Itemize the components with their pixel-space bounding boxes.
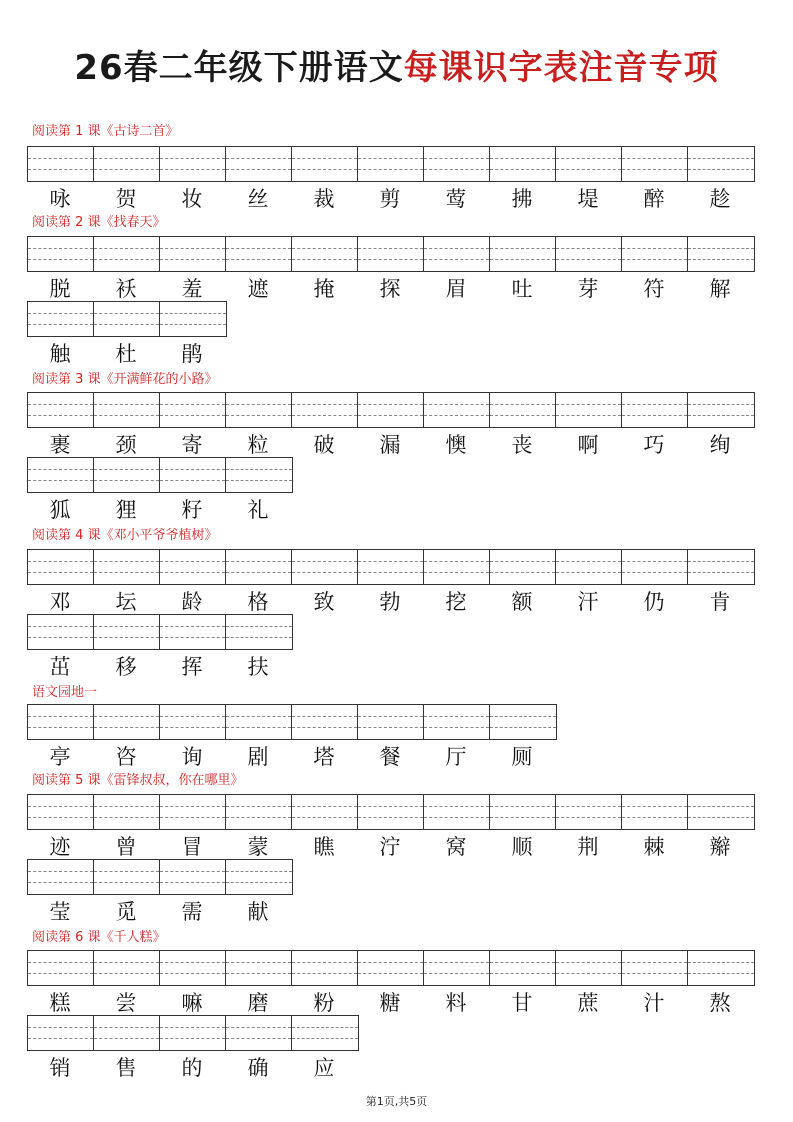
pinyin-writing-cell[interactable] (160, 393, 226, 427)
pinyin-grid-row (27, 236, 755, 272)
pinyin-grid-row (27, 794, 755, 830)
pinyin-writing-cell[interactable] (160, 302, 226, 336)
hanzi-character: 料 (445, 991, 467, 1015)
pinyin-writing-cell[interactable] (28, 458, 94, 492)
hanzi-character: 坛 (115, 590, 137, 614)
hanzi-character: 趁 (709, 187, 731, 211)
pinyin-writing-cell[interactable] (358, 237, 424, 271)
pinyin-writing-cell[interactable] (28, 550, 94, 584)
pinyin-writing-cell[interactable] (358, 550, 424, 584)
hanzi-character: 曾 (115, 835, 137, 859)
hanzi-character: 塔 (313, 745, 335, 769)
character-row (27, 1053, 357, 1083)
pinyin-grid-row (27, 392, 755, 428)
pinyin-writing-cell[interactable] (358, 795, 424, 829)
pinyin-grid-row (27, 301, 227, 337)
pinyin-writing-cell[interactable] (94, 795, 160, 829)
hanzi-character: 遮 (247, 277, 269, 301)
pinyin-grid-row (27, 146, 755, 182)
pinyin-writing-cell[interactable] (622, 147, 688, 181)
character-row (27, 587, 753, 617)
pinyin-writing-cell[interactable] (94, 705, 160, 739)
hanzi-character: 的 (181, 1056, 203, 1080)
pinyin-writing-cell[interactable] (490, 237, 556, 271)
hanzi-character: 堤 (577, 187, 599, 211)
hanzi-character: 狐 (49, 498, 71, 522)
pinyin-writing-cell[interactable] (160, 1016, 226, 1050)
pinyin-writing-cell[interactable] (226, 1016, 292, 1050)
pinyin-writing-cell[interactable] (424, 393, 490, 427)
hanzi-character: 额 (511, 590, 533, 614)
hanzi-character: 漏 (379, 433, 401, 457)
lesson-title: 阅读第 6 课《千人糕》 (32, 930, 166, 945)
pinyin-writing-cell[interactable] (160, 458, 226, 492)
pinyin-grid-row (27, 614, 293, 650)
pinyin-writing-cell[interactable] (94, 393, 160, 427)
pinyin-writing-cell[interactable] (160, 951, 226, 985)
pinyin-writing-cell[interactable] (490, 393, 556, 427)
hanzi-character: 礼 (247, 498, 269, 522)
pinyin-writing-cell[interactable] (28, 860, 94, 894)
hanzi-character: 茁 (49, 655, 71, 679)
hanzi-character: 移 (115, 655, 137, 679)
pinyin-writing-cell[interactable] (28, 393, 94, 427)
hanzi-character: 寄 (181, 433, 203, 457)
hanzi-character: 棘 (643, 835, 665, 859)
pinyin-writing-cell[interactable] (94, 237, 160, 271)
hanzi-character: 扶 (247, 655, 269, 679)
hanzi-character: 确 (247, 1056, 269, 1080)
pinyin-writing-cell[interactable] (292, 237, 358, 271)
hanzi-character: 杜 (115, 342, 137, 366)
character-row (27, 742, 555, 772)
pinyin-writing-cell[interactable] (688, 550, 754, 584)
pinyin-writing-cell[interactable] (622, 951, 688, 985)
character-row (27, 339, 225, 369)
hanzi-character: 脱 (49, 277, 71, 301)
hanzi-character: 颈 (115, 433, 137, 457)
pinyin-writing-cell[interactable] (688, 795, 754, 829)
character-row (27, 495, 291, 525)
hanzi-character: 格 (247, 590, 269, 614)
hanzi-character: 醉 (643, 187, 665, 211)
pinyin-writing-cell[interactable] (688, 147, 754, 181)
hanzi-character: 勃 (379, 590, 401, 614)
pinyin-writing-cell[interactable] (292, 951, 358, 985)
hanzi-character: 探 (379, 277, 401, 301)
pinyin-writing-cell[interactable] (556, 393, 622, 427)
hanzi-character: 厕 (511, 745, 533, 769)
character-row (27, 988, 753, 1018)
pinyin-writing-cell[interactable] (622, 795, 688, 829)
hanzi-character: 触 (49, 342, 71, 366)
hanzi-character: 汗 (577, 590, 599, 614)
hanzi-character: 巧 (643, 433, 665, 457)
pinyin-writing-cell[interactable] (160, 237, 226, 271)
pinyin-writing-cell[interactable] (292, 393, 358, 427)
pinyin-writing-cell[interactable] (358, 147, 424, 181)
pinyin-writing-cell[interactable] (556, 237, 622, 271)
pinyin-writing-cell[interactable] (28, 147, 94, 181)
page-title (0, 44, 793, 92)
hanzi-character: 瞧 (313, 835, 335, 859)
hanzi-character: 咨 (115, 745, 137, 769)
hanzi-character: 挖 (445, 590, 467, 614)
hanzi-character: 挥 (181, 655, 203, 679)
character-row (27, 897, 291, 927)
pinyin-writing-cell[interactable] (424, 237, 490, 271)
hanzi-character: 尝 (115, 991, 137, 1015)
pinyin-writing-cell[interactable] (94, 550, 160, 584)
pinyin-writing-cell[interactable] (94, 1016, 160, 1050)
pinyin-writing-cell[interactable] (292, 550, 358, 584)
character-row (27, 652, 291, 682)
pinyin-writing-cell[interactable] (226, 795, 292, 829)
pinyin-writing-cell[interactable] (28, 951, 94, 985)
pinyin-writing-cell[interactable] (622, 237, 688, 271)
hanzi-character: 熬 (709, 991, 731, 1015)
title-red-part: 每课识字表注音专项 (403, 48, 719, 88)
pinyin-writing-cell[interactable] (358, 705, 424, 739)
pinyin-writing-cell[interactable] (94, 860, 160, 894)
pinyin-grid-row (27, 950, 755, 986)
lesson-title: 阅读第 1 课《古诗二首》 (32, 124, 179, 139)
pinyin-writing-cell[interactable] (490, 705, 556, 739)
pinyin-writing-cell[interactable] (688, 237, 754, 271)
hanzi-character: 拂 (511, 187, 533, 211)
hanzi-character: 应 (313, 1056, 335, 1080)
hanzi-character: 狸 (115, 498, 137, 522)
hanzi-character: 蒙 (247, 835, 269, 859)
hanzi-character: 仍 (643, 590, 665, 614)
pinyin-writing-cell[interactable] (424, 795, 490, 829)
pinyin-grid-row (27, 549, 755, 585)
hanzi-character: 厅 (445, 745, 467, 769)
pinyin-writing-cell[interactable] (160, 615, 226, 649)
hanzi-character: 丝 (247, 187, 269, 211)
pinyin-writing-cell[interactable] (424, 147, 490, 181)
pinyin-writing-cell[interactable] (490, 795, 556, 829)
pinyin-writing-cell[interactable] (94, 615, 160, 649)
hanzi-character: 鹃 (181, 342, 203, 366)
pinyin-writing-cell[interactable] (28, 237, 94, 271)
pinyin-writing-cell[interactable] (556, 951, 622, 985)
pinyin-grid-row (27, 1015, 359, 1051)
hanzi-character: 窝 (445, 835, 467, 859)
pinyin-writing-cell[interactable] (226, 147, 292, 181)
hanzi-character: 剪 (379, 187, 401, 211)
hanzi-character: 售 (115, 1056, 137, 1080)
pinyin-writing-cell[interactable] (226, 458, 292, 492)
hanzi-character: 吐 (511, 277, 533, 301)
hanzi-character: 辮 (709, 835, 731, 859)
character-row (27, 430, 753, 460)
page-footer: 第1页,共5页 (365, 1095, 428, 1108)
pinyin-writing-cell[interactable] (556, 795, 622, 829)
pinyin-writing-cell[interactable] (622, 393, 688, 427)
hanzi-character: 邓 (49, 590, 71, 614)
hanzi-character: 咏 (49, 187, 71, 211)
pinyin-writing-cell[interactable] (490, 550, 556, 584)
hanzi-character: 眉 (445, 277, 467, 301)
hanzi-character: 觅 (115, 900, 137, 924)
lesson-title: 阅读第 2 课《找春天》 (32, 215, 166, 230)
hanzi-character: 剧 (247, 745, 269, 769)
hanzi-character: 销 (49, 1056, 71, 1080)
hanzi-character: 羞 (181, 277, 203, 301)
pinyin-writing-cell[interactable] (28, 302, 94, 336)
hanzi-character: 粒 (247, 433, 269, 457)
pinyin-writing-cell[interactable] (292, 795, 358, 829)
lesson-title: 阅读第 4 课《邓小平爷爷植树》 (32, 528, 218, 543)
pinyin-writing-cell[interactable] (226, 615, 292, 649)
hanzi-character: 破 (313, 433, 335, 457)
pinyin-writing-cell[interactable] (28, 615, 94, 649)
hanzi-character: 餐 (379, 745, 401, 769)
pinyin-writing-cell[interactable] (160, 550, 226, 584)
pinyin-writing-cell[interactable] (226, 393, 292, 427)
pinyin-writing-cell[interactable] (28, 705, 94, 739)
pinyin-writing-cell[interactable] (556, 550, 622, 584)
pinyin-writing-cell[interactable] (94, 147, 160, 181)
hanzi-character: 绚 (709, 433, 731, 457)
hanzi-character: 荆 (577, 835, 599, 859)
hanzi-character: 籽 (181, 498, 203, 522)
hanzi-character: 泞 (379, 835, 401, 859)
pinyin-writing-cell[interactable] (622, 550, 688, 584)
hanzi-character: 龄 (181, 590, 203, 614)
hanzi-character: 询 (181, 745, 203, 769)
pinyin-grid-row (27, 859, 293, 895)
character-row (27, 184, 753, 214)
pinyin-writing-cell[interactable] (160, 147, 226, 181)
pinyin-writing-cell[interactable] (292, 705, 358, 739)
hanzi-character: 掩 (313, 277, 335, 301)
pinyin-writing-cell[interactable] (424, 951, 490, 985)
hanzi-character: 啊 (577, 433, 599, 457)
hanzi-character: 冒 (181, 835, 203, 859)
hanzi-character: 懊 (445, 433, 467, 457)
hanzi-character: 袄 (115, 277, 137, 301)
hanzi-character: 莹 (49, 900, 71, 924)
hanzi-character: 需 (181, 900, 203, 924)
title-black-part: 26春二年级下册语文 (74, 48, 404, 88)
hanzi-character: 糕 (49, 991, 71, 1015)
pinyin-writing-cell[interactable] (688, 951, 754, 985)
hanzi-character: 顺 (511, 835, 533, 859)
pinyin-grid-row (27, 457, 293, 493)
pinyin-writing-cell[interactable] (424, 705, 490, 739)
hanzi-character: 裹 (49, 433, 71, 457)
character-row (27, 274, 753, 304)
pinyin-writing-cell[interactable] (424, 550, 490, 584)
pinyin-writing-cell[interactable] (226, 705, 292, 739)
hanzi-character: 迹 (49, 835, 71, 859)
hanzi-character: 符 (643, 277, 665, 301)
pinyin-writing-cell[interactable] (28, 795, 94, 829)
lesson-title: 语文园地一 (32, 685, 98, 700)
pinyin-writing-cell[interactable] (94, 458, 160, 492)
pinyin-writing-cell[interactable] (292, 147, 358, 181)
hanzi-character: 肯 (709, 590, 731, 614)
lesson-title: 阅读第 3 课《开满鲜花的小路》 (32, 372, 218, 387)
pinyin-writing-cell[interactable] (226, 237, 292, 271)
pinyin-grid-row (27, 704, 557, 740)
pinyin-writing-cell[interactable] (94, 951, 160, 985)
hanzi-character: 献 (247, 900, 269, 924)
hanzi-character: 汁 (643, 991, 665, 1015)
pinyin-writing-cell[interactable] (226, 951, 292, 985)
hanzi-character: 丧 (511, 433, 533, 457)
pinyin-writing-cell[interactable] (358, 393, 424, 427)
hanzi-character: 解 (709, 277, 731, 301)
hanzi-character: 亭 (49, 745, 71, 769)
hanzi-character: 莺 (445, 187, 467, 211)
hanzi-character: 糖 (379, 991, 401, 1015)
pinyin-writing-cell[interactable] (490, 147, 556, 181)
hanzi-character: 贺 (115, 187, 137, 211)
character-row (27, 832, 753, 862)
hanzi-character: 裁 (313, 187, 335, 211)
pinyin-writing-cell[interactable] (28, 1016, 94, 1050)
pinyin-writing-cell[interactable] (556, 147, 622, 181)
hanzi-character: 芽 (577, 277, 599, 301)
pinyin-writing-cell[interactable] (688, 393, 754, 427)
pinyin-writing-cell[interactable] (160, 795, 226, 829)
hanzi-character: 甘 (511, 991, 533, 1015)
pinyin-writing-cell[interactable] (160, 705, 226, 739)
hanzi-character: 蔗 (577, 991, 599, 1015)
pinyin-writing-cell[interactable] (292, 1016, 358, 1050)
hanzi-character: 致 (313, 590, 335, 614)
lesson-title: 阅读第 5 课《雷锋叔叔，你在哪里》 (32, 773, 244, 788)
pinyin-writing-cell[interactable] (358, 951, 424, 985)
hanzi-character: 妆 (181, 187, 203, 211)
pinyin-writing-cell[interactable] (226, 860, 292, 894)
pinyin-writing-cell[interactable] (160, 860, 226, 894)
pinyin-writing-cell[interactable] (490, 951, 556, 985)
pinyin-writing-cell[interactable] (226, 550, 292, 584)
hanzi-character: 粉 (313, 991, 335, 1015)
pinyin-writing-cell[interactable] (94, 302, 160, 336)
hanzi-character: 磨 (247, 991, 269, 1015)
hanzi-character: 嘛 (181, 991, 203, 1015)
